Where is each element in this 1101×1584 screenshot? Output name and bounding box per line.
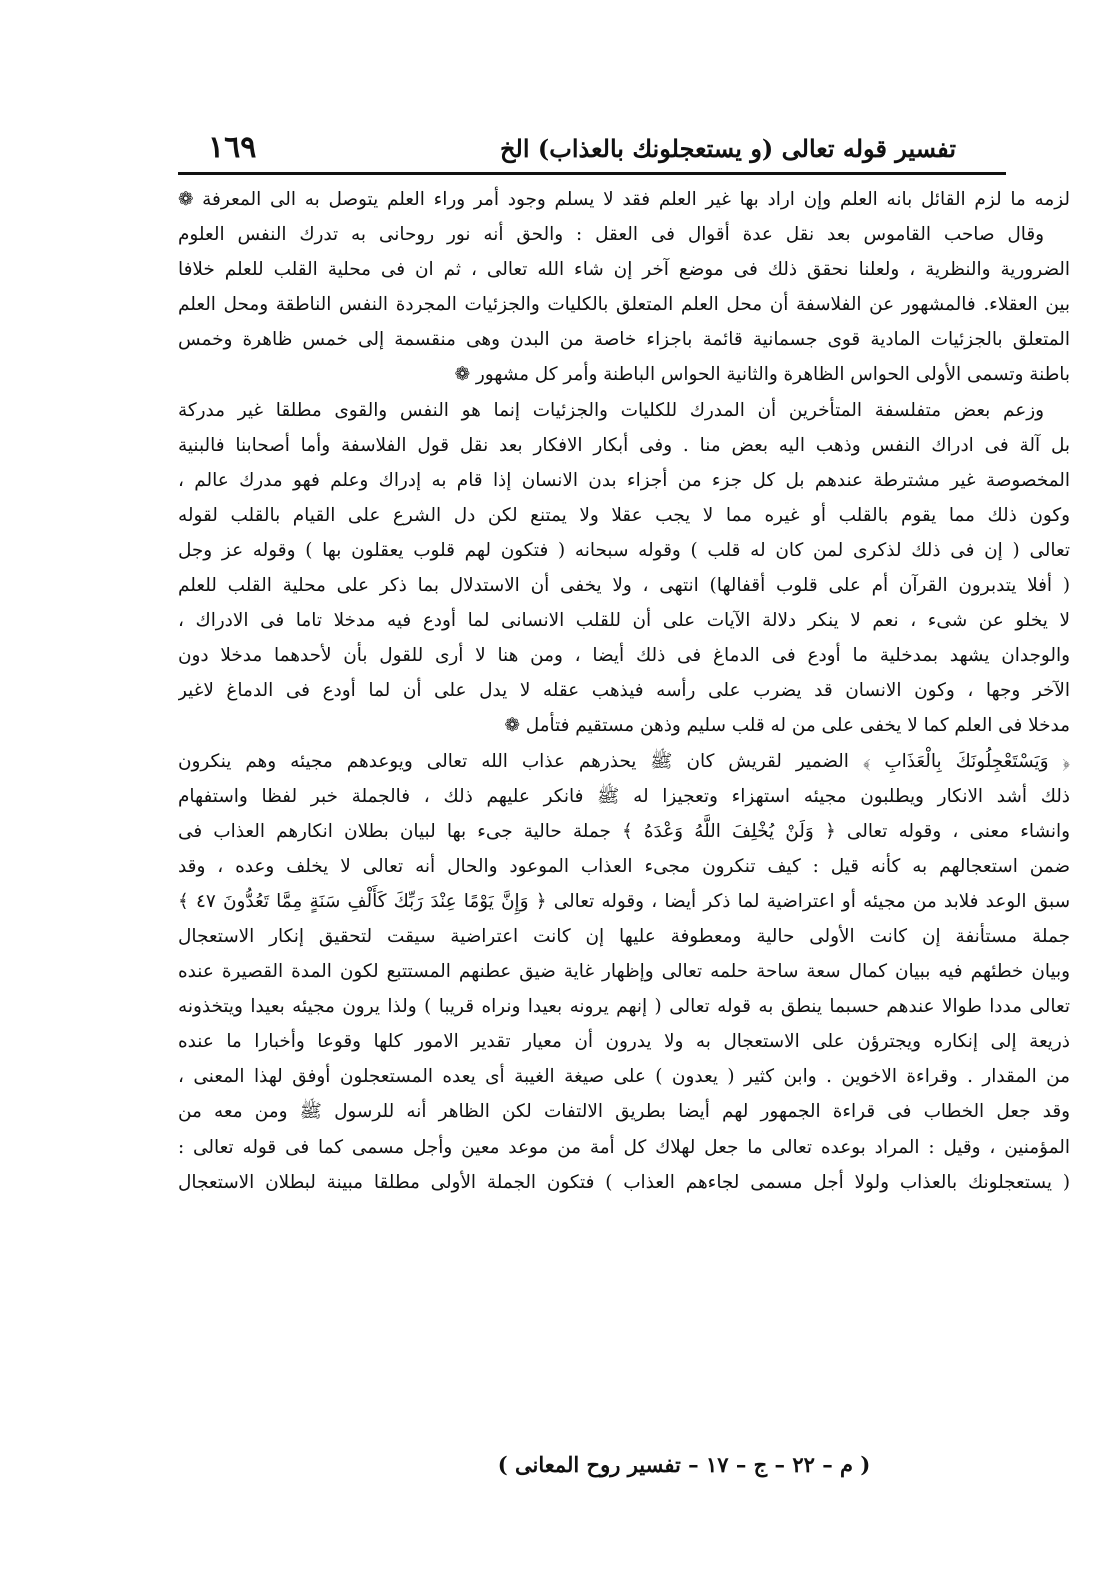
text-line: سبق الوعد فلابد من مجيئه أو اعتراضية لما ذكر أيضا ، وقوله تعالى ﴿ وَإِنَّ يَوْمًا عِنْدَ رَبِّكَ كَأَلْفِ سَنَةٍ مِمَّا تَعُدُّونَ ٤٧ ﴾ — [178, 890, 1070, 912]
text-line: ( يستعجلونك بالعذاب ولولا أجل مسمى لجاءهم العذاب ) فتكون الجملة الأولى مطلقا مبينة لبطلان الاستعجال — [178, 1171, 1070, 1193]
text-line: تعالى مددا طوالا عندهم حسبما ينطق به قوله تعالى ( إنهم يرونه بعيدا ونراه قريبا ) ولذا يرون مجيئه بعيدا ويتخذونه — [178, 996, 1070, 1018]
text-line: تعالى ( إن فى ذلك لذكرى لمن كان له قلب ) وقوله سبحانه ( فتكون لهم قلوب يعقلون بها ) وقوله عز وجل — [178, 539, 1070, 561]
text-line: ذلك أشد الانكار ويطلبون مجيئه استهزاء وتعجيزا له ﷺ فانكر عليهم ذلك ، فالجملة خبر لفظا واستفهام — [178, 785, 1070, 807]
text-line: الآخر وجها ، وكون الانسان قد يضرب على رأسه فيذهب عقله لا يدل على أن لما أودع فى الدماغ لاغير — [178, 680, 1070, 702]
header-rule — [178, 172, 1006, 175]
text-line: وقال صاحب القاموس بعد نقل عدة أقوال فى العقل : والحق أنه نور روحانى به تدرك النفس العلوم — [178, 224, 1044, 246]
page-header — [178, 128, 1006, 172]
text-line: ذريعة إلى إنكاره ويجترؤن على الاستعجال به ولا يدرون أن معيار تقدير الامور كلها وقوعا وأخبارا ما عنده — [178, 1031, 1070, 1053]
text-line: ﴿ وَيَسْتَعْجِلُونَكَ بِالْعَذَابِ ﴾ الضمير لقريش كان ﷺ يحذرهم عذاب الله تعالى ويوعدهم مجيئه وهم ينكرون — [178, 750, 1070, 772]
text-line: الضرورية والنظرية ، ولعلنا نحقق ذلك فى موضع آخر إن شاء الله تعالى ، ثم ان فى محلية القلب للعلم خلافا — [178, 259, 1070, 281]
body-text — [178, 182, 1070, 1200]
text-line: المخصوصة غير مشترطة عندهم بل كل جزء من أجزاء بدن الانسان إذا قام به إدراك وعلم فهو مدرك عالم ، — [178, 469, 1070, 491]
text-line: وبيان خطئهم فيه ببيان كمال سعة ساحة حلمه تعالى وإظهار غاية ضيق عطنهم المستتبع لكون المدة القصيرة عنده — [178, 961, 1070, 983]
text-line: المؤمنين ، وقيل : المراد بوعده تعالى ما جعل لهلاك كل أمة من موعد معين وأجل مسمى كما فى قوله تعالى : — [178, 1136, 1070, 1158]
text-line: لا يخلو عن شىء ، نعم لا ينكر دلالة الآيات على أن للقلب الانسانى لما أودع فيه مدخلا تاما فى الادراك ، — [178, 610, 1070, 632]
text-line: وزعم بعض متفلسفة المتأخرين أن المدرك للكليات والجزئيات إنما هو النفس والقوى مطلقا غير مدركة — [178, 399, 1044, 421]
text-line: لزمه ما لزم القائل بانه العلم وإن اراد بها غير العلم فقد لا يسلم وجود أمر وراء العلم يتوصل به الى المعرفة ❁ — [178, 189, 1070, 210]
text-line: المتعلق بالجزئيات المادية قوى جسمانية قائمة باجزاء خاصة من البدن وهى منقسمة إلى خمس ظاهرة وخمس — [178, 329, 1070, 351]
text-line: باطنة وتسمى الأولى الحواس الظاهرة والثانية الحواس الباطنة وأمر كل مشهور ❁ — [454, 364, 1070, 386]
text-line: ( أفلا يتدبرون القرآن أم على قلوب أقفالها) انتهى ، ولا يخفى أن الاستدلال بما ذكر على محلية القلب للعلم — [178, 575, 1070, 597]
text-line: وقد جعل الخطاب فى قراءة الجمهور لهم أيضا بطريق الالتفات لكن الظاهر أنه للرسول ﷺ ومن معه من — [178, 1101, 1070, 1123]
page-footer-signature: ( م – ٢٢ – ج – ١٧ – تفسير روح المعانى ) — [497, 1452, 871, 1477]
text-line: ضمن استعجالهم به كأنه قيل : كيف تنكرون مجىء العذاب الموعود والحال أنه تعالى لا يخلف وعده ، وقد — [178, 855, 1070, 877]
text-line: بين العقلاء. فالمشهور عن الفلاسفة أن محل العلم المتعلق بالكليات والجزئيات المجردة النفس الناطقة ومحل العلم — [178, 294, 1070, 316]
text-line: جملة مستأنفة إن كانت الأولى حالية ومعطوفة عليها إن كانت اعتراضية سيقت لتحقيق إنكار الاستعجال — [178, 925, 1070, 947]
text-line: وكون ذلك مما يقوم بالقلب أو غيره مما لا يجب عقلا ولا يمتنع لكن دل الشرع على القيام بالقلب لقوله — [178, 504, 1070, 526]
text-line: مدخلا فى العلم كما لا يخفى على من له قلب سليم وذهن مستقيم فتأمل ❁ — [504, 715, 1070, 737]
text-line: من المقدار . وقراءة الاخوين . وابن كثير ( يعدون ) على صيغة الغيبة أى يعده المستعجلون أوفق لهذا المعنى ، — [178, 1066, 1070, 1088]
page-number: ١٦٩ — [208, 130, 257, 165]
running-title: تفسير قوله تعالى (و يستعجلونك بالعذاب) الخ — [500, 134, 956, 163]
text-line: بل آلة فى ادراك النفس وذهب اليه بعض منا . وفى أبكار الافكار بعد نقل قول الفلاسفة وأما أصحابنا فالبنية — [178, 434, 1070, 456]
text-line: وانشاء معنى ، وقوله تعالى ﴿ وَلَنْ يُخْلِفَ اللَّهُ وَعْدَهُ ﴾ جملة حالية جىء بها لبيان بطلان انكارهم العذاب فى — [178, 820, 1070, 842]
text-line: والوجدان يشهد بمدخلية ما أودع فى الدماغ فى ذلك أيضا ، ومن هنا لا أرى للقول بأن لأحدهما مدخلا دون — [178, 645, 1070, 667]
